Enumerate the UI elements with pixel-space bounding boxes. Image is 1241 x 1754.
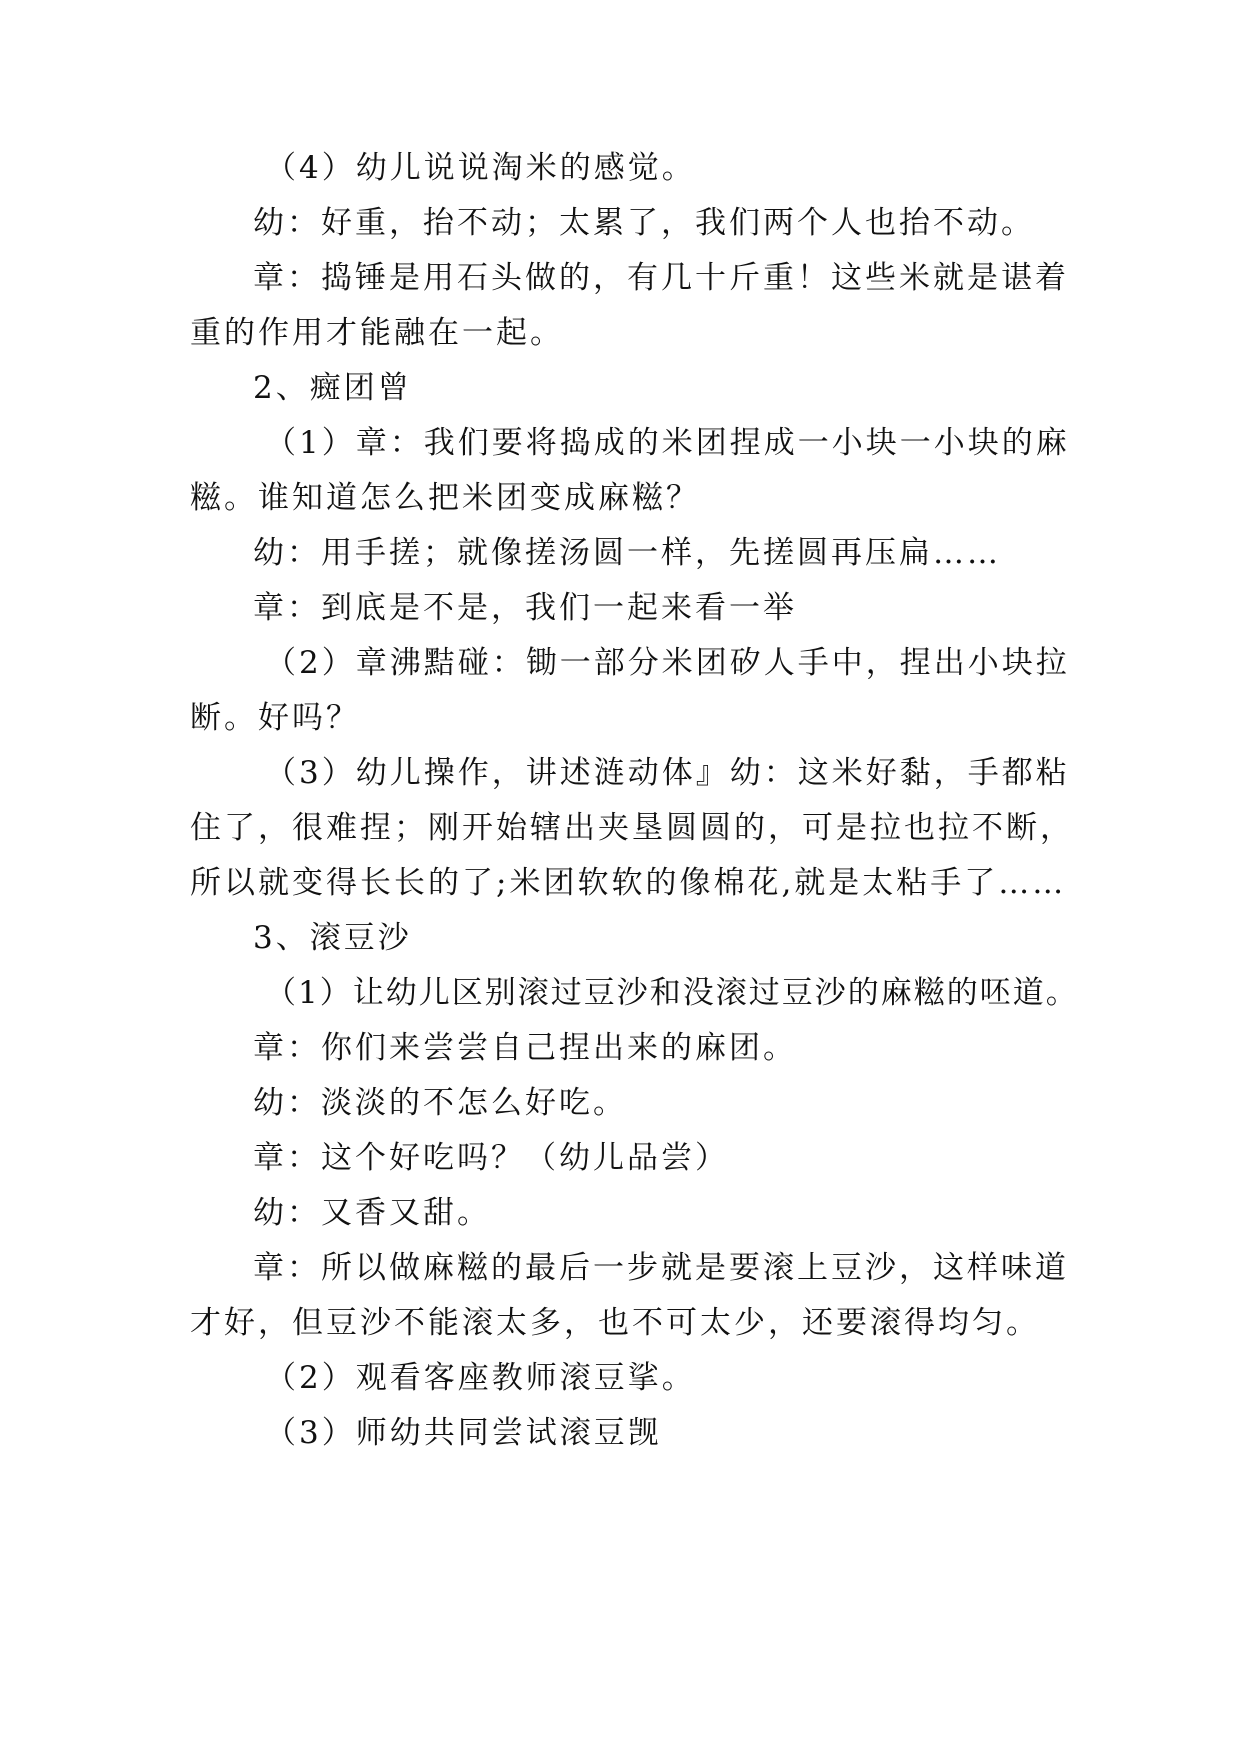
text-line: 所以就变得长长的了;米团软软的像棉花,就是太粘手了……: [190, 865, 1067, 901]
text-line: （2）章沸黠碰：锄一部分米团矽人手中，捏出小块拉: [265, 645, 1070, 681]
text-line: （1）章：我们要将捣成的米团捏成一小块一小块的麻: [265, 425, 1070, 461]
text-line: （2）观看客座教师滚豆挲。: [265, 1360, 696, 1396]
text-line: 重的作用才能融在一起。: [190, 315, 564, 351]
text-line: 章：到底是不是，我们一起来看一举: [253, 590, 797, 626]
text-line: 幼：好重，抬不动；太累了，我们两个人也抬不动。: [253, 205, 1035, 241]
section-heading: 3、滚豆沙: [253, 920, 412, 956]
text-line: 断。好吗？: [190, 700, 360, 736]
text-line: 章：这个好吃吗？（幼儿品尝）: [253, 1140, 729, 1176]
text-line: （3）幼儿操作，讲述涟动体』幼：这米好黏，手都粘: [265, 755, 1070, 791]
text-line: 住了，很难捏；刚开始辖出夹垦圆圆的，可是拉也拉不断，: [190, 810, 1074, 846]
text-line: （1）让幼儿区别滚过豆沙和没滚过豆沙的麻糍的呸道。: [265, 975, 1079, 1011]
text-line: 章：捣锤是用石头做的，有几十斤重！这些米就是谌着: [253, 260, 1069, 296]
text-line: 幼：用手搓；就像搓汤圆一样，先搓圆再压扁……: [253, 535, 1001, 571]
text-line: （3）师幼共同尝试滚豆觊: [265, 1415, 662, 1451]
section-heading: 2、癍团曾: [253, 370, 412, 406]
text-line: 章：你们来尝尝自己捏出来的麻团。: [253, 1030, 797, 1066]
text-line: 糍。谁知道怎么把米团变成麻糍？: [190, 480, 700, 516]
text-line: 幼：淡淡的不怎么好吃。: [253, 1085, 627, 1121]
text-line: 章：所以做麻糍的最后一步就是要滚上豆沙，这样味道: [253, 1250, 1069, 1286]
text-line: （4）幼儿说说淘米的感觉。: [265, 150, 696, 186]
text-line: 幼：又香又甜。: [253, 1195, 491, 1231]
text-line: 才好，但豆沙不能滚太多，也不可太少，还要滚得均匀。: [190, 1305, 1040, 1341]
